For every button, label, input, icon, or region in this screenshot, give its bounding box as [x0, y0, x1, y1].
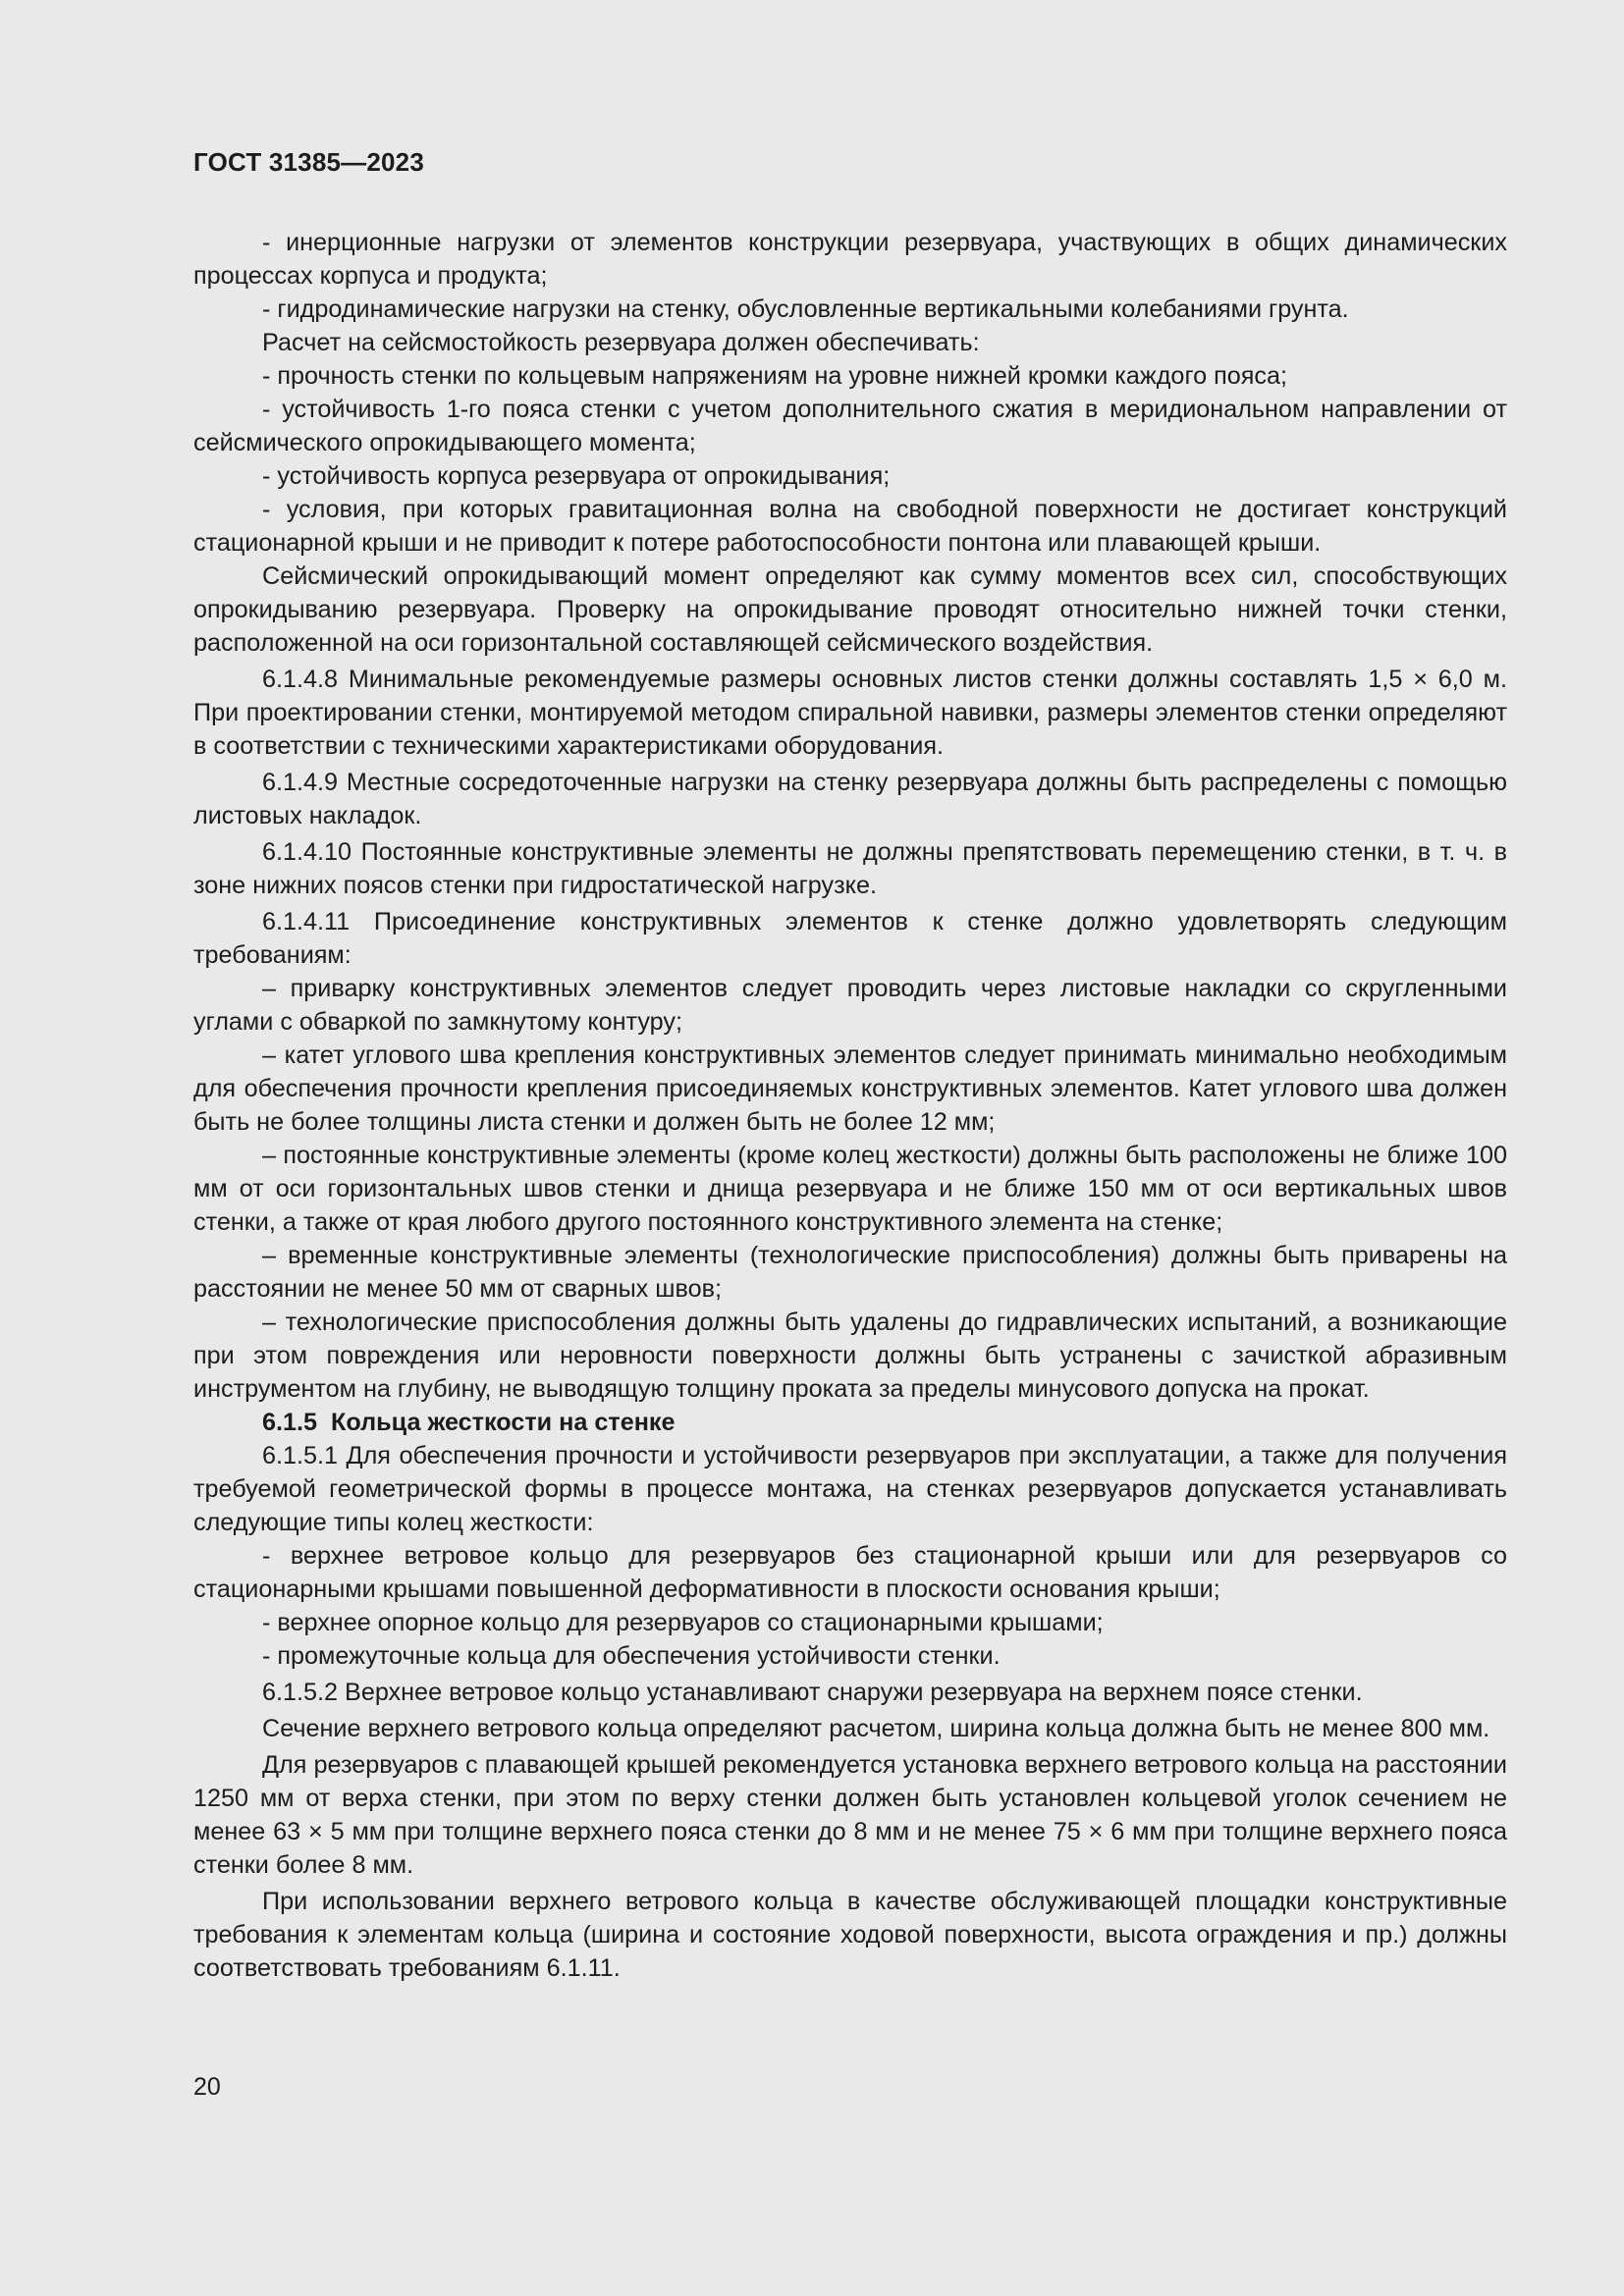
- paragraph: Для резервуаров с плавающей крышей рекомендуется установка верхнего ветрового кольца на расстоянии 1250 мм от верха стенки, при этом по верху стенки должен быть установлен кольцевой уголок сечением не менее 63 × 5 мм при толщине верхнего пояса стенки до 8 мм и не менее 75 × 6 мм при толщине верхнего пояса стенки более 8 мм.: [193, 1751, 1507, 1879]
- paragraph: При использовании верхнего ветрового кольца в качестве обслуживающей площадки конструктивные требования к элементам кольца (ширина и состояние ходовой поверхности, высота ограждения и пр.) должны соответствовать требованиям 6.1.11.: [193, 1888, 1507, 1982]
- paragraph: Расчет на сейсмостойкость резервуара должен обеспечивать:: [262, 329, 980, 356]
- list-item: – приварку конструктивных элементов следует проводить через листовые накладки со скругленными углами с обваркой по замкнутому контуру;: [193, 975, 1507, 1036]
- paragraph: - гидродинамические нагрузки на стенку, обусловленные вертикальными колебаниями грунта.: [262, 295, 1349, 323]
- clause-6-1-4-11: 6.1.4.11 Присоединение конструктивных элементов к стенке должно удовлетворять следующим требованиям:: [193, 908, 1507, 969]
- paragraph: - устойчивость 1-го пояса стенки с учетом дополнительного сжатия в меридиональном направлении от сейсмического опрокидывающего момента;: [193, 396, 1507, 456]
- document-number-header: ГОСТ 31385—2023: [193, 147, 424, 177]
- paragraph: Сечение верхнего ветрового кольца определяют расчетом, ширина кольца должна быть не менее 800 мм.: [262, 1715, 1490, 1742]
- clause-6-1-4-9: 6.1.4.9 Местные сосредоточенные нагрузки на стенку резервуара должны быть распределены с помощью листовых накладок.: [193, 769, 1507, 829]
- list-item: - промежуточные кольца для обеспечения устойчивости стенки.: [262, 1642, 1001, 1670]
- list-item: - верхнее опорное кольцо для резервуаров со стационарными крышами;: [262, 1609, 1104, 1636]
- list-item: – катет углового шва крепления конструктивных элементов следует принимать минимально необходимым для обеспечения прочности крепления присоединяемых конструктивных элементов. Катет углового шва должен быть не более толщины листа стенки и должен быть не более 12 мм;: [193, 1041, 1507, 1136]
- list-item: – технологические приспособления должны быть удалены до гидравлических испытаний, а возникающие при этом повреждения или неровности поверхности должны быть устранены с зачисткой абразивным инструментом на глубину, не выводящую толщину проката за пределы минусового допуска на прокат.: [193, 1308, 1507, 1403]
- section-title: Кольца жесткости на стенке: [331, 1409, 676, 1436]
- paragraph: - устойчивость корпуса резервуара от опрокидывания;: [262, 462, 891, 490]
- paragraph: - условия, при которых гравитационная волна на свободной поверхности не достигает конструкций стационарной крыши и не приводит к потере работоспособности понтона или плавающей крыши.: [193, 496, 1507, 557]
- list-item: - верхнее ветровое кольцо для резервуаров без стационарной крыши или для резервуаров со стационарными крышами повышенной деформативности в плоскости основания крыши;: [193, 1542, 1507, 1603]
- list-item: – временные конструктивные элементы (технологические приспособления) должны быть приварены на расстоянии не менее 50 мм от сварных швов;: [193, 1242, 1507, 1303]
- paragraph: - инерционные нагрузки от элементов конструкции резервуара, участвующих в общих динамических процессах корпуса и продукта;: [193, 229, 1507, 290]
- clause-6-1-4-10: 6.1.4.10 Постоянные конструктивные элементы не должны препятствовать перемещению стенки, в т. ч. в зоне нижних поясов стенки при гидростатической нагрузке.: [193, 838, 1507, 899]
- section-heading-6-1-5: [193, 1406, 1507, 1439]
- section-number: 6.1.5: [262, 1409, 318, 1436]
- document-body: [193, 226, 1507, 1985]
- list-item: – постоянные конструктивные элементы (кроме колец жесткости) должны быть расположены не ближе 100 мм от оси горизонтальных швов стенки и днища резервуара и не ближе 150 мм от оси вертикальных швов стенки, а также от края любого другого постоянного конструктивного элемента на стенке;: [193, 1142, 1507, 1236]
- paragraph: - прочность стенки по кольцевым напряжениям на уровне нижней кромки каждого пояса;: [262, 362, 1287, 390]
- page-number: 20: [193, 2073, 221, 2101]
- clause-6-1-5-1: 6.1.5.1 Для обеспечения прочности и устойчивости резервуаров при эксплуатации, а также для получения требуемой геометрической формы в процессе монтажа, на стенках резервуаров допускается устанавливать следующие типы колец жесткости:: [193, 1442, 1507, 1536]
- clause-6-1-4-8: 6.1.4.8 Минимальные рекомендуемые размеры основных листов стенки должны составлять 1,5 × 6,0 м. При проектировании стенки, монтируемой методом спиральной навивки, размеры элементов стенки определяют в соответствии с техническими характеристиками оборудования.: [193, 666, 1507, 760]
- clause-6-1-5-2: 6.1.5.2 Верхнее ветровое кольцо устанавливают снаружи резервуара на верхнем поясе стенки.: [262, 1679, 1363, 1706]
- paragraph: Сейсмический опрокидывающий момент определяют как сумму моментов всех сил, способствующих опрокидыванию резервуара. Проверку на опрокидывание проводят относительно нижней точки стенки, расположенной на оси горизонтальной составляющей сейсмического воздействия.: [193, 562, 1507, 657]
